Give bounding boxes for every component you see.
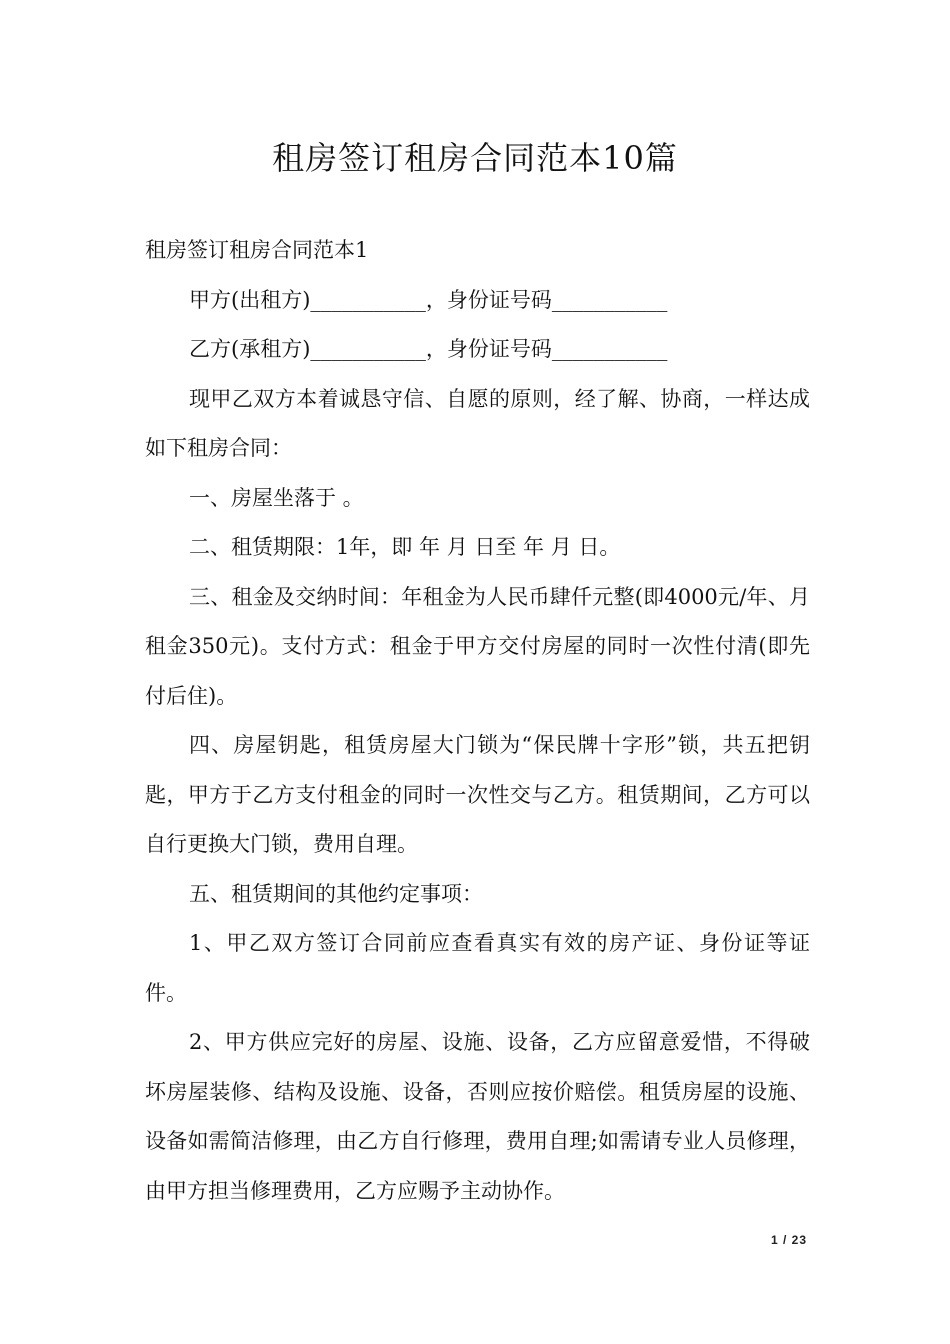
- paragraph-clause-2: 二、租赁期限：1年，即 年 月 日至 年 月 日。: [189, 535, 621, 559]
- paragraph-party-a: 甲方(出租方)___________，身份证号码___________: [189, 287, 668, 312]
- paragraph-clause-4: 四、房屋钥匙，租赁房屋大门锁为“保民牌十字形”锁，共五把钥匙，甲方于乙方支付租金的同时一次性交与乙方。租赁期间，乙方可以自行更换大门锁，费用自理。: [145, 733, 810, 856]
- paragraph-item-1: 1、甲乙双方签订合同前应查看真实有效的房产证、身份证等证件。: [145, 931, 810, 1005]
- document-body: [145, 226, 810, 1216]
- paragraph-clause-5: 五、租赁期间的其他约定事项：: [189, 881, 483, 906]
- paragraph-party-b: 乙方(承租方)___________，身份证号码___________: [189, 337, 668, 361]
- paragraph-item-2: 2、甲方供应完好的房屋、设施、设备，乙方应留意爱惜，不得破坏房屋装修、结构及设施、设备，否则应按价赔偿。租赁房屋的设施、设备如需简洁修理，由乙方自行修理，费用自理;如需请专业人员修理，由甲方担当修理费用，乙方应赐予主动协作。: [145, 1030, 810, 1203]
- paragraph-clause-1: 一、房屋坐落于 。: [189, 485, 364, 510]
- paragraph-intro: 现甲乙双方本着诚恳守信、自愿的原则，经了解、协商，一样达成如下租房合同：: [145, 386, 810, 460]
- document-title: 租房签订租房合同范本10篇: [272, 139, 678, 177]
- paragraph-clause-3: 三、租金及交纳时间：年租金为人民币肆仟元整(即4000元/年、月租金350元)。支付方式：租金于甲方交付房屋的同时一次性付清(即先付后住)。: [145, 584, 810, 708]
- page-number: 1 / 23: [770, 1233, 807, 1247]
- section-heading: 租房签订租房合同范本1: [145, 238, 369, 262]
